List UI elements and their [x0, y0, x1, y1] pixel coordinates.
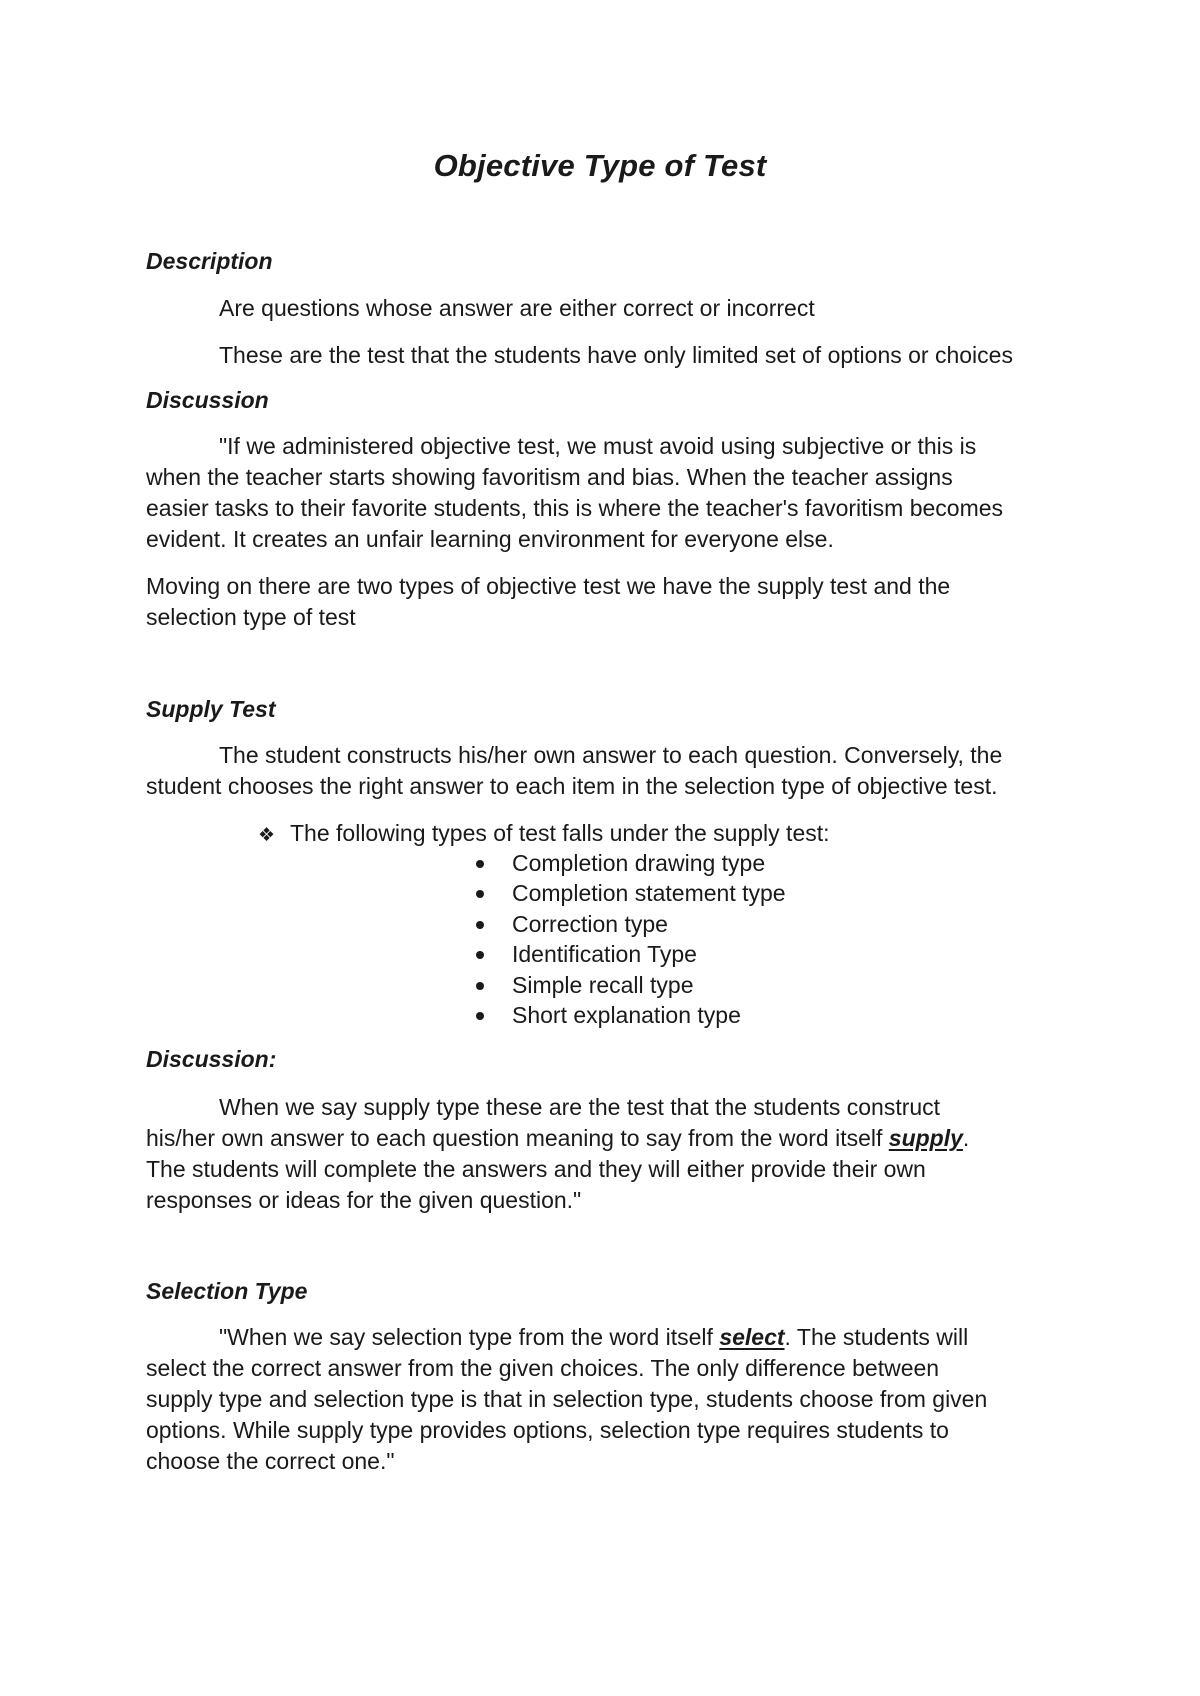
list-item: Correction type	[470, 909, 786, 939]
emphasized-word: supply	[888, 1125, 963, 1151]
paragraph-line: choose the correct one."	[146, 1448, 395, 1474]
selection-type-paragraph	[146, 1322, 1066, 1477]
list-item: Short explanation type	[470, 1000, 786, 1030]
list-item: Simple recall type	[470, 970, 786, 1000]
discussion-heading: Discussion	[146, 387, 269, 413]
paragraph-line: When we say supply type these are the test that the students construct	[219, 1094, 941, 1120]
supply-types-intro: ❖ The following types of test falls under the supply test:	[258, 818, 830, 851]
paragraph-line: supply type and selection type is that in selection type, students choose from given	[146, 1386, 988, 1412]
types-overview-paragraph	[146, 571, 1066, 633]
paragraph-line: options. While supply type provides options, selection type requires students to	[146, 1417, 949, 1443]
discussion-paragraph	[146, 431, 1066, 555]
bullet-icon	[476, 860, 484, 868]
paragraph-line: The student constructs his/her own answer to each question. Conversely, the	[219, 742, 1003, 768]
paragraph-line: The students will complete the answers and they will either provide their own	[146, 1156, 926, 1182]
description-heading: Description	[146, 248, 273, 274]
paragraph-line: select the correct answer from the given choices. The only difference between	[146, 1355, 940, 1381]
paragraph-line: student chooses the right answer to each item in the selection type of objective test.	[146, 773, 998, 799]
list-item: Completion statement type	[470, 878, 786, 908]
supply-discussion-paragraph	[146, 1092, 1066, 1216]
bullet-icon	[476, 982, 484, 990]
emphasized-word: select	[719, 1324, 785, 1350]
bullet-icon	[476, 1012, 484, 1020]
paragraph-line: "If we administered objective test, we must avoid using subjective or this is	[219, 433, 977, 459]
paragraph-line: his/her own answer to each question meaning to say from the word itself supply.	[146, 1125, 970, 1151]
bullet-icon	[476, 921, 484, 929]
paragraph-line: selection type of test	[146, 604, 356, 630]
document-title: Objective Type of Test	[433, 148, 767, 183]
discussion-heading: Discussion:	[146, 1046, 277, 1072]
bullet-icon	[476, 951, 484, 959]
bullet-icon	[476, 890, 484, 898]
paragraph-line: responses or ideas for the given question."	[146, 1187, 582, 1213]
list-item: Identification Type	[470, 939, 786, 969]
supply-test-heading: Supply Test	[146, 696, 276, 722]
description-line: Are questions whose answer are either correct or incorrect	[219, 295, 815, 321]
paragraph-line: evident. It creates an unfair learning environment for everyone else.	[146, 526, 834, 552]
supply-types-list	[470, 848, 786, 1030]
paragraph-line: when the teacher starts showing favoritism and bias. When the teacher assigns	[146, 464, 953, 490]
list-item: Completion drawing type	[470, 848, 786, 878]
paragraph-line: Moving on there are two types of objective test we have the supply test and the	[146, 573, 951, 599]
selection-type-heading: Selection Type	[146, 1278, 308, 1304]
description-line: These are the test that the students have only limited set of options or choices	[219, 342, 1013, 368]
diamond-bullet-icon: ❖	[258, 825, 276, 846]
paragraph-line: "When we say selection type from the word itself select. The students will	[219, 1324, 969, 1350]
supply-test-paragraph	[146, 740, 1066, 802]
paragraph-line: easier tasks to their favorite students, this is where the teacher's favoritism becomes	[146, 495, 1004, 521]
